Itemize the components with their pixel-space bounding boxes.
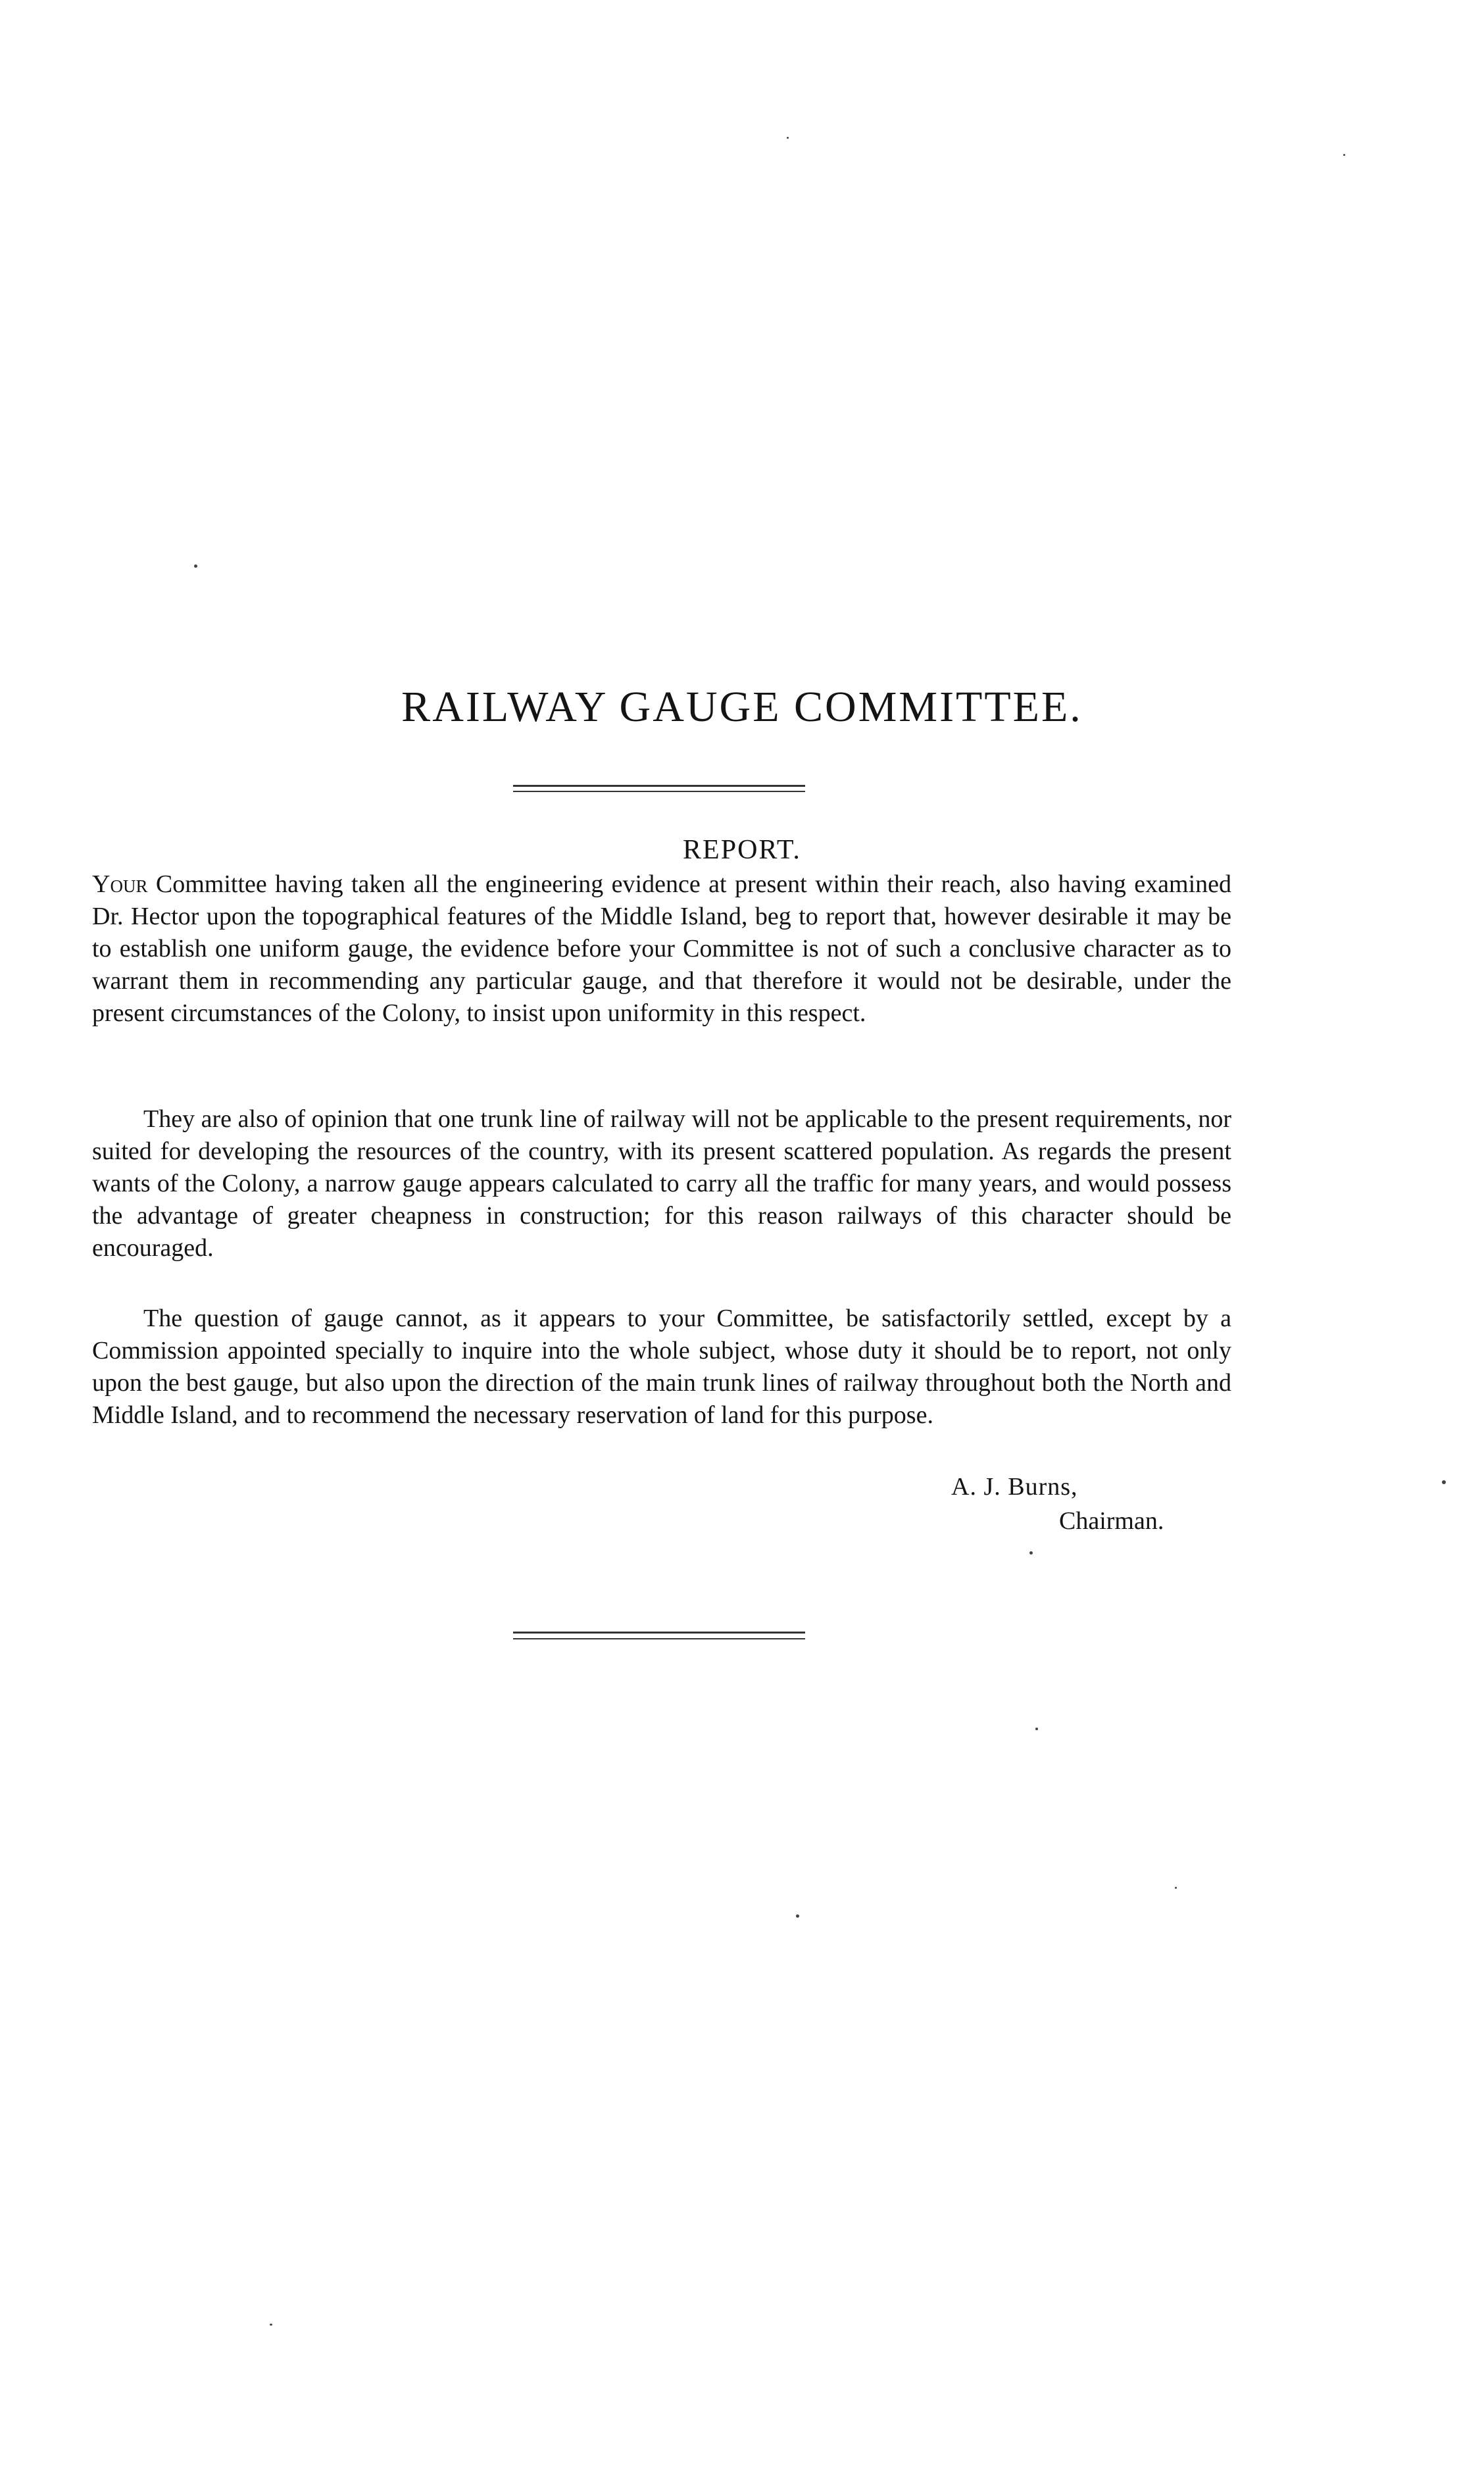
paragraph-text: The question of gauge cannot, as it appears to your Committee, be satisfactorily settled, except by a Commission appointed specially to inquire into the whole subject, whose duty it should be to report, not only upon the best gauge, but also upon the direction of the main trunk lines of railway throughout both the North and Middle Island, and to recommend the necessary reservation of land for this purpose. [92, 1305, 1231, 1429]
signature-name: A. J. Burns, [951, 1473, 1078, 1501]
signature-role: Chairman. [1059, 1507, 1164, 1535]
paragraph [92, 868, 1231, 1030]
print-speck [796, 1914, 799, 1918]
print-speck [194, 564, 197, 568]
paragraph-lead-word: Your [92, 870, 148, 898]
print-speck [1442, 1480, 1446, 1484]
section-heading: REPORT. [683, 835, 801, 865]
document-title: RAILWAY GAUGE COMMITTEE. [401, 683, 1083, 731]
print-speck [787, 137, 789, 139]
print-speck [1343, 154, 1345, 156]
title-rule [513, 785, 805, 787]
print-speck [1035, 1728, 1038, 1730]
print-speck [1175, 1887, 1177, 1889]
paragraph [92, 1303, 1231, 1432]
paragraph [92, 1103, 1231, 1264]
print-speck [1029, 1551, 1033, 1555]
paragraph-text: They are also of opinion that one trunk line of railway will not be applicable to the present requirements, nor suited for developing the resources of the country, with its present scattered population. As regards the present wants of the Colony, a narrow gauge appears calculated to carry all the traffic for many years, and would possess the advantage of greater cheapness in construction; for this reason railways of this character should be encouraged. [92, 1105, 1231, 1262]
print-speck [270, 2324, 272, 2326]
paragraph-text: Committee having taken all the engineering evidence at present within their reach, also having examined Dr. Hector upon the topographical features of the Middle Island, beg to report that, however desirable it may be to establish one uniform gauge, the evidence before your Committee is not of such a conclusive character as to warrant them in recommending any particular gauge, and that therefore it would not be desirable, under the present circumstances of the Colony, to insist upon uniformity in this respect. [92, 870, 1231, 1027]
title-rule [513, 791, 805, 792]
closing-rule [513, 1632, 805, 1634]
closing-rule [513, 1638, 805, 1639]
